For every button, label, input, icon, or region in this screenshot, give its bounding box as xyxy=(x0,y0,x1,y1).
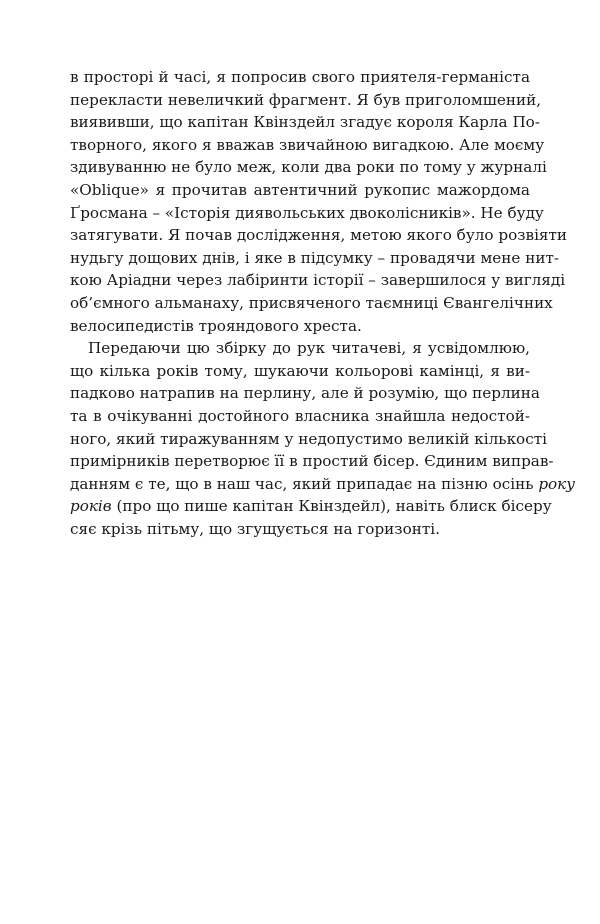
text-segment: данням є те, що в наш час, який припадає на пізню осінь xyxy=(70,474,534,493)
text-line: об’ємного альманаху, присвяченого таємниці Євангелічних xyxy=(70,293,553,312)
text-line: затягувати. Я почав дослідження, метою якого було розвіяти xyxy=(70,226,568,245)
text-line xyxy=(70,495,552,518)
text-line: перекласти невеличкий фрагмент. Я був приголомшений, xyxy=(70,90,542,109)
text-line: кою Аріадни через лабіринти історії – завершилося у вигляді xyxy=(70,271,566,290)
text-line: виявивши, що капітан Квінздейл згадує короля Карла По- xyxy=(70,113,540,132)
text-line: творного, якого я вважав звичайною вигадкою. Але моєму xyxy=(70,135,545,154)
book-page xyxy=(70,66,576,540)
text-line: «Oblique» я прочитав автентичний рукопис мажордома xyxy=(70,180,530,199)
italic-text: років xyxy=(70,497,112,516)
text-line: здивуванню не було меж, коли два роки по тому у журналі xyxy=(70,158,547,177)
text-line: примірників перетворює її в простий бісер. Єдиним виправ- xyxy=(70,452,554,471)
text-line: Ґросмана – «Історія диявольських двоколісників». Не буду xyxy=(70,203,544,222)
text-line: в просторі й часі, я попросив свого приятеля-германіста xyxy=(70,68,530,86)
text-segment: (про що пише капітан Квінздейл), навіть блиск бісеру xyxy=(111,497,552,516)
text-line: сяє крізь пітьму, що згущується на горизонті. xyxy=(70,519,440,538)
text-line: велосипедистів трояндового хреста. xyxy=(70,316,362,335)
text-line: ного, який тиражуванням у недопустимо великій кількості xyxy=(70,429,547,448)
text-line: та в очікуванні достойного власника знайшла недостой- xyxy=(70,406,530,425)
text-line: що кілька років тому, шукаючи кольорові камінці, я ви- xyxy=(70,361,530,380)
text-line: падково натрапив на перлину, але й розумію, що перлина xyxy=(70,384,540,403)
italic-text: року xyxy=(538,474,576,493)
paragraph-1 xyxy=(70,66,568,337)
text-line: нудьгу дощових днів, і яке в підсумку – провадячи мене нит- xyxy=(70,248,560,267)
text-line: Передаючи цю збірку до рук читачеві, я усвідомлюю, xyxy=(88,339,530,358)
paragraph-2 xyxy=(70,337,576,540)
text-line xyxy=(70,473,576,496)
